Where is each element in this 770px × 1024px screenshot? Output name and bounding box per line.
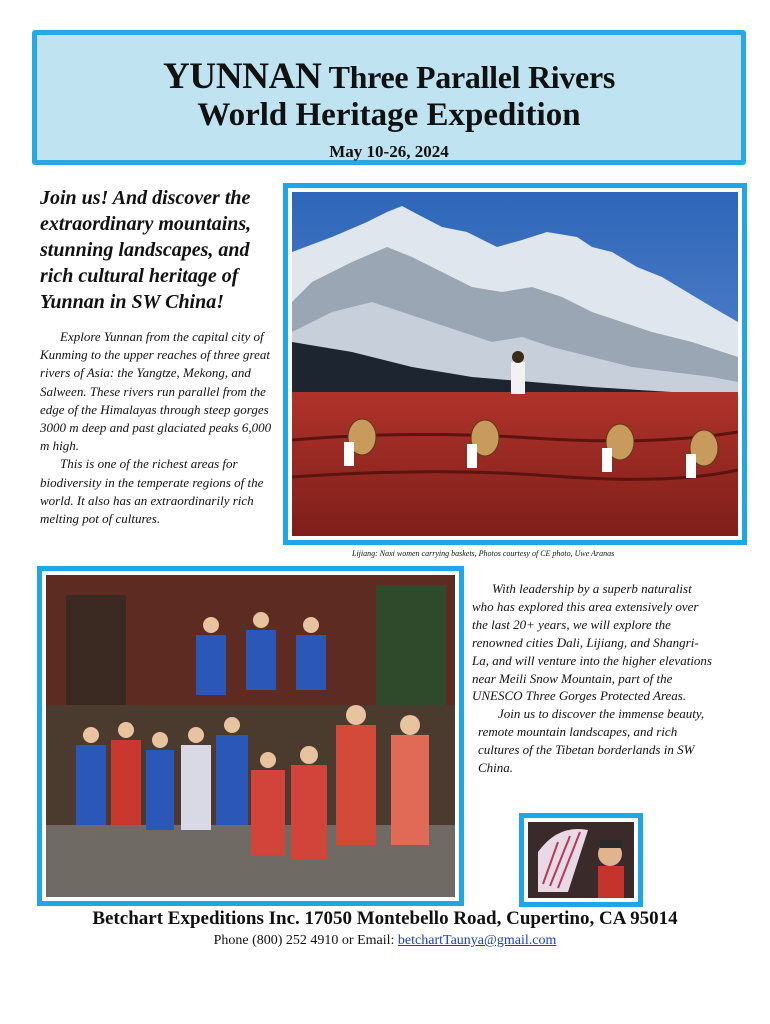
title-big: YUNNAN (162, 56, 322, 97)
subtitle: World Heritage Expedition (197, 97, 581, 133)
children-group-photo (37, 566, 464, 906)
mountain-photo (283, 183, 747, 545)
left-paragraph-1: Explore Yunnan from the capital city of Kunming to the upper reaches of three great rivers of Asia: the Yangtze, Mekong, and Salween. These rivers run parallel from the edge of the Himalayas through steep gorges 3000 m deep and past glaciated peaks 6,000 m high. (40, 329, 272, 454)
right-paragraph-1: With leadership by a superb naturalist who has explored this area extensively over the last 20+ years, we will explore the renowned cities Dali, Lijiang, and Shangri-La, and will venture into the higher elevations near Meili Snow Mountain, part of the UNESCO Three Gorges Protected Areas. (472, 581, 712, 704)
left-paragraph-2: This is one of the richest areas for biodiversity in the temperate regions of the world. It also has an extraordinarily rich melting pot of cultures. (40, 456, 264, 527)
contact-line (0, 933, 770, 949)
photo-caption: Lijiang: Naxi women carrying baskets, Photos courtesy of CE photo, Uwe Aranas (352, 549, 615, 558)
trip-dates: May 10-26, 2024 (329, 142, 449, 161)
fan-dancer-image (528, 822, 634, 898)
title (37, 55, 741, 98)
mountain-performance-image (292, 192, 738, 536)
title-rest: Three Parallel Rivers (328, 59, 615, 95)
phone-text: Phone (800) 252 4910 or Email: (213, 933, 398, 948)
email-link[interactable]: betchartTaunya@gmail.com (397, 933, 557, 948)
tagline: Join us! And discover the extraordinary mountains, stunning landscapes, and rich cultural heritage of Yunnan in SW China! (40, 187, 252, 313)
left-description (40, 328, 280, 528)
header-box (32, 30, 746, 165)
company-address: Betchart Expeditions Inc. 17050 Montebello Road, Cupertino, CA 95014 (92, 908, 678, 929)
right-description (472, 580, 712, 777)
children-costumes-image (46, 575, 455, 897)
right-paragraph-2: Join us to discover the immense beauty, remote mountain landscapes, and rich cultures of the Tibetan borderlands in SW China. (478, 706, 705, 776)
fan-dancer-photo (519, 813, 643, 907)
